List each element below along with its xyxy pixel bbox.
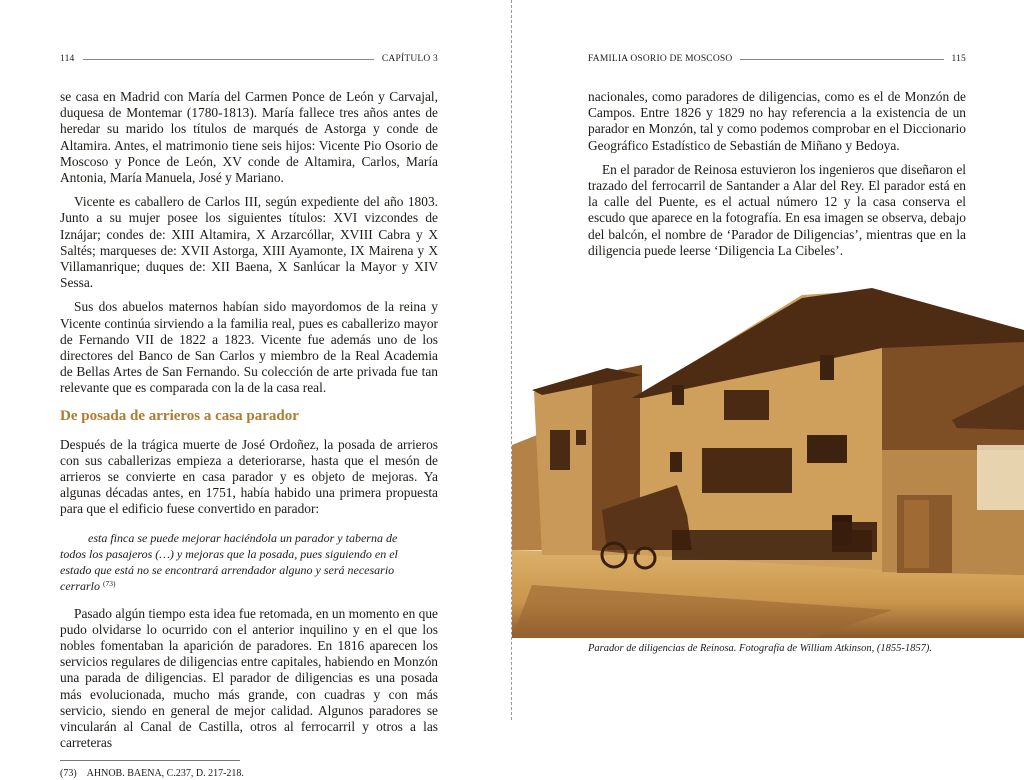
upper-balcony: [724, 390, 769, 420]
book-section-title: FAMILIA OSORIO DE MOSCOSO: [588, 54, 733, 64]
section-heading: De posada de arrieros a casa parador: [60, 407, 299, 424]
footnote-text: AHNOB. BAENA, C.237, D. 217-218.: [86, 767, 244, 779]
left-running-header: [60, 52, 438, 66]
chapter-title: CAPÍTULO 3: [381, 54, 438, 64]
historic-photo-parador-reinosa: [512, 280, 1024, 638]
photo-caption: Parador de diligencias de Reinosa. Fotografía de William Atkinson, (1855-1857).: [588, 643, 932, 654]
header-rule: [83, 59, 374, 60]
page-number: 115: [951, 54, 966, 64]
paragraph: En el parador de Reinosa estuvieron los ingenieros que diseñaron el trazado del ferrocarril de Santander a Alar del Rey. El parador está en la calle del Puente, es el actual número 12 y la casa conserva el escudo que aparece en la fotografía. En esa imagen se observa, debajo del balcón, el nombre de ‘Parador de Diligencias’, mientras que en la diligencia puede leerse ‘Diligencia La Cibeles’.: [588, 161, 966, 258]
paragraph: Pasado algún tiempo esta idea fue retomada, en un momento en que pudo olvidarse lo ocurrido con el anterior inquilino y en el que los nobles fomentaban la aparición de paradores. En 1816 aparecen los servicios regulares de diligencias entre capitales, habiendo en Monzón una parada de diligencias. El parador de diligencias es una posada más evolucionada, mucho más grande, con cuadras y con más servicio, siendo en general de mejor calidad. Algunos paradores se vincularán al Canal de Castilla, otros al ferrocarril y otros a las carreteras: [60, 605, 438, 751]
footnote-reference: (73): [103, 578, 116, 588]
footnote-rule: [60, 760, 240, 761]
paragraph: nacionales, como paradores de diligencias, como es el de Monzón de Campos. Entre 1826 y 1829 no hay referencia a la existencia de un parador en Monzón, tal y como podemos comprobar en el Diccionario Geográfico Estadístico de Sebastián de Miñano y Bedoya.: [588, 89, 966, 153]
block-quote: [60, 530, 426, 594]
footnote: [60, 767, 438, 780]
lower-balcony: [702, 448, 792, 493]
paragraph: Después de la trágica muerte de José Ordoñez, la posada de arrieros con sus caballerizas empieza a deteriorarse, hasta que el mesón de arrieros se convierte en casa parador y es objeto de mejoras. Ya algunas décadas antes, en 1751, había habido una primera propuesta para que el edificio fuese convertido en parador:: [60, 436, 438, 517]
quote-text: esta finca se puede mejorar haciéndola un parador y taberna de todos los pasajeros (…) y mejoras que la posada, pues siguiendo en el estado que está no se encontrará arrendador alguno y será necesario cerrarlo: [60, 530, 398, 593]
footnote-number: (73): [60, 767, 77, 779]
left-text-column: [60, 89, 438, 780]
right-running-header: [588, 52, 966, 66]
paragraph: se casa en Madrid con María del Carmen Ponce de León y Carvajal, duquesa de Montemar (1780-1813). María fallece tres años antes de heredar su marido los títulos de marqués de Astorga y conde de Altamira. Antes, el matrimonio tiene seis hijos: Vicente Pio Osorio de Moscoso y Ponce de León, XV conde de Altamira, Carlos, María Antonia, María Manuela, José y Mariano.: [60, 89, 438, 186]
right-text-column: [588, 89, 966, 656]
paragraph: Sus dos abuelos maternos habían sido mayordomos de la reina y Vicente continúa sirviendo a la familia real, pues es caballerizo mayor de Fernando VII de 1822 a 1823. Vicente fue además uno de los directores del Banco de San Carlos y miembro de la Real Academia de Bellas Artes de San Fernando. Su colección de arte privada fue tan relevante que es comparada con la de la casa real.: [60, 299, 438, 396]
paragraph: Vicente es caballero de Carlos III, según expediente del año 1803. Junto a su mujer posee los siguientes títulos: XVI vizcondes de Iznájar; condes de: XIII Altamira, X Arzarcóllar, XVIII Cabra y X Saltés; marqueses de: XVII Astorga, XIII Ayamonte, IX Mairena y X Villamanrique; duques de: XII Baena, X Sanlúcar la Mayor y XIV Sessa.: [60, 194, 438, 291]
header-rule: [740, 59, 943, 60]
right-text-block: [588, 89, 966, 280]
page-number: 114: [60, 54, 75, 64]
